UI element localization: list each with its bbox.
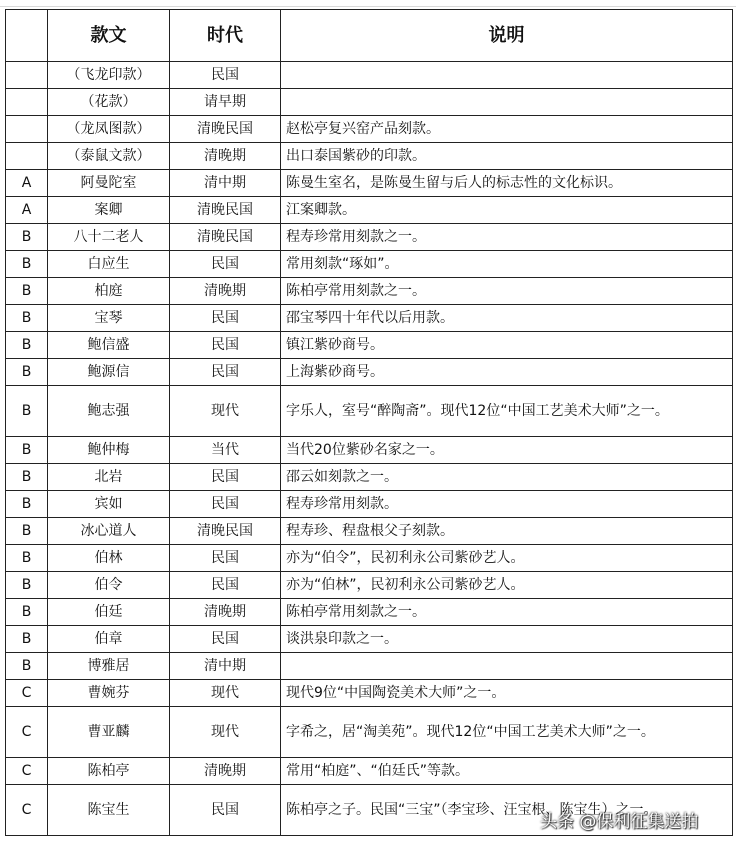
kuanwen-cell: 伯廷 bbox=[48, 599, 170, 626]
era-cell: 清中期 bbox=[170, 170, 281, 197]
era-cell: 民国 bbox=[170, 626, 281, 653]
letter-cell: C bbox=[6, 785, 48, 836]
description-cell: 镇江紫砂商号。 bbox=[281, 332, 733, 359]
letter-cell: B bbox=[6, 305, 48, 332]
kuanwen-cell: 陈宝生 bbox=[48, 785, 170, 836]
header-kuanwen: 款文 bbox=[48, 10, 170, 62]
table-row bbox=[6, 116, 733, 143]
letter-cell: B bbox=[6, 464, 48, 491]
era-cell: 现代 bbox=[170, 386, 281, 437]
kuanwen-cell: 伯章 bbox=[48, 626, 170, 653]
description-cell: 上海紫砂商号。 bbox=[281, 359, 733, 386]
letter-cell: A bbox=[6, 170, 48, 197]
era-cell: 民国 bbox=[170, 785, 281, 836]
window-top-strip bbox=[0, 0, 736, 7]
table-row bbox=[6, 89, 733, 116]
letter-cell: B bbox=[6, 545, 48, 572]
table-row bbox=[6, 386, 733, 437]
letter-cell: C bbox=[6, 758, 48, 785]
table-row bbox=[6, 572, 733, 599]
kuanwen-cell: （泰鼠文款） bbox=[48, 143, 170, 170]
table-row bbox=[6, 653, 733, 680]
letter-cell: B bbox=[6, 518, 48, 545]
era-cell: 现代 bbox=[170, 680, 281, 707]
era-cell: 当代 bbox=[170, 437, 281, 464]
description-cell: 邵宝琴四十年代以后用款。 bbox=[281, 305, 733, 332]
era-cell: 民国 bbox=[170, 464, 281, 491]
letter-cell: B bbox=[6, 332, 48, 359]
letter-cell: B bbox=[6, 224, 48, 251]
kuanwen-cell: 曹婉芬 bbox=[48, 680, 170, 707]
kuanwen-cell: 北岩 bbox=[48, 464, 170, 491]
kuanwen-cell: （龙凤图款） bbox=[48, 116, 170, 143]
description-cell: 常用“柏庭”、“伯廷氏”等款。 bbox=[281, 758, 733, 785]
description-cell: 陈柏亭常用刻款之一。 bbox=[281, 278, 733, 305]
description-cell: 陈柏亭常用刻款之一。 bbox=[281, 599, 733, 626]
table-row bbox=[6, 758, 733, 785]
era-cell: 清晚期 bbox=[170, 599, 281, 626]
kuanwen-cell: 鲍信盛 bbox=[48, 332, 170, 359]
description-cell: 陈柏亭之子。民国“三宝”（李宝珍、汪宝根、陈宝生）之一。 bbox=[281, 785, 733, 836]
era-cell: 清晚民国 bbox=[170, 197, 281, 224]
kuanwen-cell: 陈柏亭 bbox=[48, 758, 170, 785]
letter-cell: C bbox=[6, 707, 48, 758]
kuanwen-cell: 伯林 bbox=[48, 545, 170, 572]
kuanwen-cell: 柏庭 bbox=[48, 278, 170, 305]
era-cell: 清晚期 bbox=[170, 143, 281, 170]
table-body bbox=[6, 62, 733, 836]
kuanwen-cell: 阿曼陀室 bbox=[48, 170, 170, 197]
era-cell: 清中期 bbox=[170, 653, 281, 680]
description-cell: 程寿珍常用刻款。 bbox=[281, 491, 733, 518]
description-cell: 现代9位“中国陶瓷美术大师”之一。 bbox=[281, 680, 733, 707]
table-row bbox=[6, 197, 733, 224]
letter-cell: C bbox=[6, 680, 48, 707]
table-row bbox=[6, 437, 733, 464]
table-row bbox=[6, 62, 733, 89]
letter-cell bbox=[6, 89, 48, 116]
watermark: 头条 @保利征集送拍 bbox=[540, 812, 699, 832]
kuanwen-cell: 八十二老人 bbox=[48, 224, 170, 251]
era-cell: 清晚民国 bbox=[170, 224, 281, 251]
description-cell: 亦为“伯令”，民初利永公司紫砂艺人。 bbox=[281, 545, 733, 572]
table-row bbox=[6, 491, 733, 518]
era-cell: 民国 bbox=[170, 305, 281, 332]
description-cell: 江案卿款。 bbox=[281, 197, 733, 224]
table-row bbox=[6, 170, 733, 197]
description-cell: 邵云如刻款之一。 bbox=[281, 464, 733, 491]
letter-cell: B bbox=[6, 599, 48, 626]
table-row bbox=[6, 143, 733, 170]
description-cell: 谈洪泉印款之一。 bbox=[281, 626, 733, 653]
description-cell: 亦为“伯林”，民初利永公司紫砂艺人。 bbox=[281, 572, 733, 599]
kuanwen-cell: 白应生 bbox=[48, 251, 170, 278]
description-cell: 赵松亭复兴窑产品刻款。 bbox=[281, 116, 733, 143]
table-row bbox=[6, 251, 733, 278]
kuanwen-cell: 鲍仲梅 bbox=[48, 437, 170, 464]
letter-cell: B bbox=[6, 386, 48, 437]
table-row bbox=[6, 224, 733, 251]
table-row bbox=[6, 680, 733, 707]
era-cell: 民国 bbox=[170, 359, 281, 386]
description-cell: 出口泰国紫砂的印款。 bbox=[281, 143, 733, 170]
letter-cell: B bbox=[6, 251, 48, 278]
era-cell: 清晚民国 bbox=[170, 116, 281, 143]
era-cell: 民国 bbox=[170, 332, 281, 359]
era-cell: 清晚民国 bbox=[170, 518, 281, 545]
table-row bbox=[6, 278, 733, 305]
table-row bbox=[6, 359, 733, 386]
header-letter bbox=[6, 10, 48, 62]
table-row bbox=[6, 626, 733, 653]
description-cell bbox=[281, 653, 733, 680]
letter-cell: B bbox=[6, 653, 48, 680]
kuanwen-cell: 冰心道人 bbox=[48, 518, 170, 545]
era-cell: 民国 bbox=[170, 251, 281, 278]
kuanwen-cell: （花款） bbox=[48, 89, 170, 116]
era-cell: 民国 bbox=[170, 62, 281, 89]
header-description: 说明 bbox=[281, 10, 733, 62]
era-cell: 民国 bbox=[170, 491, 281, 518]
description-cell: 当代20位紫砂名家之一。 bbox=[281, 437, 733, 464]
table-row bbox=[6, 332, 733, 359]
table-row bbox=[6, 599, 733, 626]
era-cell: 民国 bbox=[170, 545, 281, 572]
description-cell: 常用刻款“琢如”。 bbox=[281, 251, 733, 278]
letter-cell bbox=[6, 143, 48, 170]
era-cell: 清晚期 bbox=[170, 758, 281, 785]
era-cell: 请早期 bbox=[170, 89, 281, 116]
kuanwen-cell: 宾如 bbox=[48, 491, 170, 518]
description-cell: 字乐人，室号“醉陶斋”。现代12位“中国工艺美术大师”之一。 bbox=[281, 386, 733, 437]
description-cell: 字希之，居“淘美苑”。现代12位“中国工艺美术大师”之一。 bbox=[281, 707, 733, 758]
description-cell bbox=[281, 89, 733, 116]
letter-cell bbox=[6, 116, 48, 143]
table-row bbox=[6, 518, 733, 545]
letter-cell: B bbox=[6, 626, 48, 653]
header-era: 时代 bbox=[170, 10, 281, 62]
pottery-mark-table bbox=[5, 9, 733, 836]
kuanwen-cell: 案卿 bbox=[48, 197, 170, 224]
kuanwen-cell: 宝琴 bbox=[48, 305, 170, 332]
table-row bbox=[6, 305, 733, 332]
kuanwen-cell: （飞龙印款） bbox=[48, 62, 170, 89]
era-cell: 民国 bbox=[170, 572, 281, 599]
kuanwen-cell: 鲍志强 bbox=[48, 386, 170, 437]
letter-cell: B bbox=[6, 572, 48, 599]
description-cell bbox=[281, 62, 733, 89]
era-cell: 清晚期 bbox=[170, 278, 281, 305]
letter-cell: B bbox=[6, 437, 48, 464]
table-row bbox=[6, 464, 733, 491]
header-row bbox=[6, 10, 733, 62]
letter-cell: B bbox=[6, 278, 48, 305]
kuanwen-cell: 伯令 bbox=[48, 572, 170, 599]
description-cell: 程寿珍、程盘根父子刻款。 bbox=[281, 518, 733, 545]
table-row bbox=[6, 545, 733, 572]
era-cell: 现代 bbox=[170, 707, 281, 758]
kuanwen-cell: 曹亚麟 bbox=[48, 707, 170, 758]
description-cell: 程寿珍常用刻款之一。 bbox=[281, 224, 733, 251]
kuanwen-cell: 鲍源信 bbox=[48, 359, 170, 386]
letter-cell: B bbox=[6, 491, 48, 518]
table-row bbox=[6, 707, 733, 758]
letter-cell: B bbox=[6, 359, 48, 386]
letter-cell bbox=[6, 62, 48, 89]
letter-cell: A bbox=[6, 197, 48, 224]
kuanwen-cell: 博雅居 bbox=[48, 653, 170, 680]
description-cell: 陈曼生室名，是陈曼生留与后人的标志性的文化标识。 bbox=[281, 170, 733, 197]
